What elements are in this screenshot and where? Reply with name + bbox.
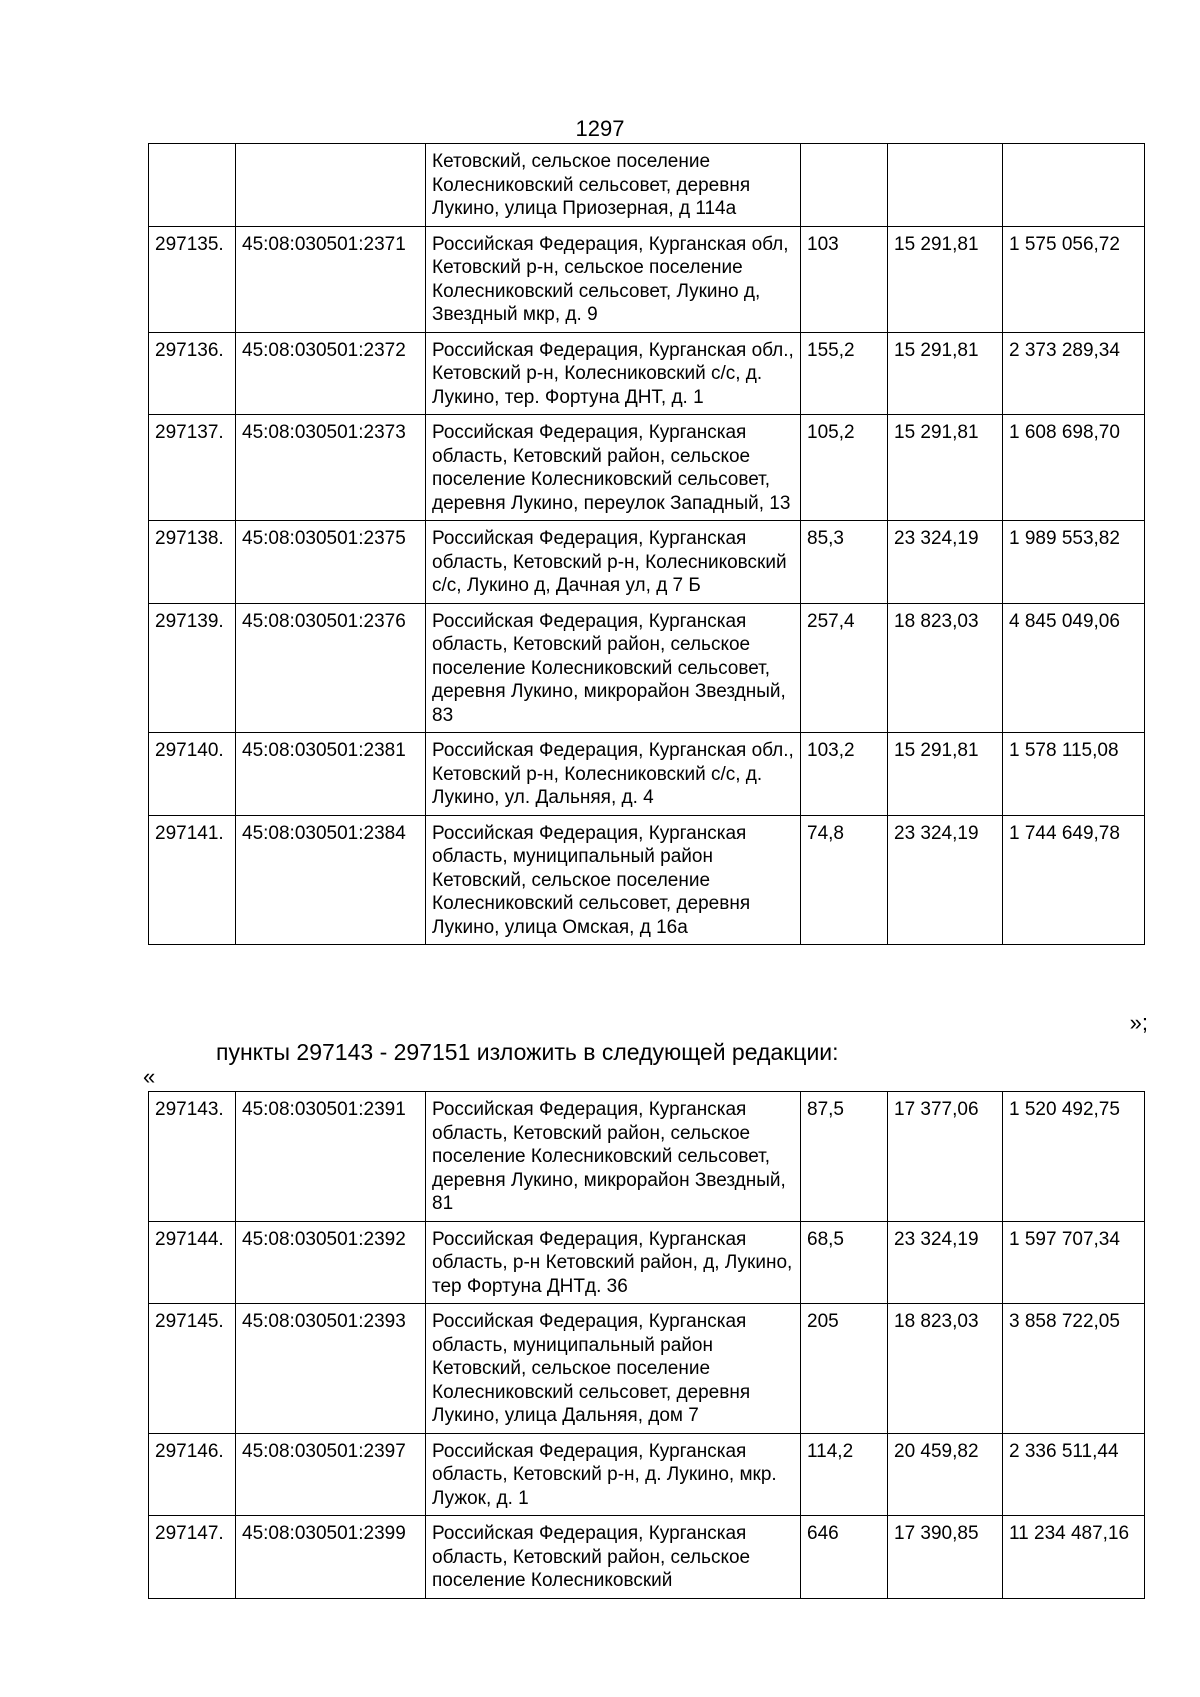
area-cell: 646 — [801, 1516, 888, 1599]
cadastral-value-cell: 1 608 698,70 — [1003, 415, 1145, 521]
area-cell: 103 — [801, 226, 888, 332]
address-cell: Российская Федерация, Курганская обл, Кетовский р-н, сельское поселение Колесниковский сельсовет, Лукино д, Звездный мкр, д. 9 — [426, 226, 801, 332]
cadastral-rate-cell: 17 377,06 — [888, 1092, 1003, 1222]
table-row — [149, 1433, 1145, 1516]
cadastral-rate-cell — [888, 144, 1003, 227]
cadastral-number-cell: 45:08:030501:2397 — [236, 1433, 426, 1516]
address-cell: Российская Федерация, Курганская область, муниципальный район Кетовский, сельское поселение Колесниковский сельсовет, деревня Лукино, улица Омская, д 16а — [426, 815, 801, 945]
area-cell: 155,2 — [801, 332, 888, 415]
cadastral-value-cell: 1 520 492,75 — [1003, 1092, 1145, 1222]
address-cell: Российская Федерация, Курганская область, Кетовский район, сельское поселение Колесниковский — [426, 1516, 801, 1599]
area-cell: 105,2 — [801, 415, 888, 521]
address-cell: Российская Федерация, Курганская область, Кетовский район, сельское поселение Колесниковский сельсовет, деревня Лукино, переулок Западный, 13 — [426, 415, 801, 521]
cadastral-value-cell: 1 578 115,08 — [1003, 733, 1145, 816]
address-cell: Кетовский, сельское поселение Колесниковский сельсовет, деревня Лукино, улица Приозерная, д 114а — [426, 144, 801, 227]
table-row — [149, 1092, 1145, 1222]
table-row — [149, 1221, 1145, 1304]
cadastral-rate-cell: 18 823,03 — [888, 603, 1003, 733]
cadastral-value-cell: 1 989 553,82 — [1003, 521, 1145, 604]
table-row — [149, 603, 1145, 733]
area-cell: 205 — [801, 1304, 888, 1434]
address-cell: Российская Федерация, Курганская обл., Кетовский р-н, Колесниковский с/с, д. Лукино, тер. Фортуна ДНТ, д. 1 — [426, 332, 801, 415]
table-row — [149, 733, 1145, 816]
cadastral-number-cell: 45:08:030501:2399 — [236, 1516, 426, 1599]
cadastral-number-cell — [236, 144, 426, 227]
cadastral-number-cell: 45:08:030501:2371 — [236, 226, 426, 332]
table-row — [149, 226, 1145, 332]
area-cell: 74,8 — [801, 815, 888, 945]
area-cell: 87,5 — [801, 1092, 888, 1222]
cadastral-value-cell: 11 234 487,16 — [1003, 1516, 1145, 1599]
property-table-amended — [148, 1091, 1145, 1599]
page-number: 1297 — [575, 116, 625, 141]
row-number-cell: 297141. — [149, 815, 236, 945]
row-number-cell: 297145. — [149, 1304, 236, 1434]
cadastral-value-cell — [1003, 144, 1145, 227]
cadastral-rate-cell: 15 291,81 — [888, 226, 1003, 332]
amendment-instruction: пункты 297143 - 297151 изложить в следующей редакции: — [216, 1039, 839, 1065]
row-number-cell — [149, 144, 236, 227]
area-cell: 103,2 — [801, 733, 888, 816]
table-row — [149, 144, 1145, 227]
cadastral-number-cell: 45:08:030501:2373 — [236, 415, 426, 521]
cadastral-value-cell: 1 597 707,34 — [1003, 1221, 1145, 1304]
address-cell: Российская Федерация, Курганская область, муниципальный район Кетовский, сельское поселение Колесниковский сельсовет, деревня Лукино, улица Дальняя, дом 7 — [426, 1304, 801, 1434]
row-number-cell: 297144. — [149, 1221, 236, 1304]
table-row — [149, 1516, 1145, 1599]
row-number-cell: 297146. — [149, 1433, 236, 1516]
row-number-cell: 297140. — [149, 733, 236, 816]
cadastral-value-cell: 3 858 722,05 — [1003, 1304, 1145, 1434]
cadastral-rate-cell: 18 823,03 — [888, 1304, 1003, 1434]
table-row — [149, 815, 1145, 945]
address-cell: Российская Федерация, Курганская область, р-н Кетовский район, д, Лукино, тер Фортуна ДНТд. 36 — [426, 1221, 801, 1304]
cadastral-number-cell: 45:08:030501:2375 — [236, 521, 426, 604]
cadastral-value-cell: 1 744 649,78 — [1003, 815, 1145, 945]
cadastral-value-cell: 2 336 511,44 — [1003, 1433, 1145, 1516]
cadastral-value-cell: 1 575 056,72 — [1003, 226, 1145, 332]
address-cell: Российская Федерация, Курганская область, Кетовский р-н, Колесниковский с/с, Лукино д, Дачная ул, д 7 Б — [426, 521, 801, 604]
cadastral-rate-cell: 23 324,19 — [888, 1221, 1003, 1304]
address-cell: Российская Федерация, Курганская область, Кетовский р-н, д. Лукино, мкр. Лужок, д. 1 — [426, 1433, 801, 1516]
cadastral-rate-cell: 23 324,19 — [888, 815, 1003, 945]
cadastral-number-cell: 45:08:030501:2381 — [236, 733, 426, 816]
row-number-cell: 297143. — [149, 1092, 236, 1222]
cadastral-number-cell: 45:08:030501:2392 — [236, 1221, 426, 1304]
area-cell — [801, 144, 888, 227]
cadastral-number-cell: 45:08:030501:2391 — [236, 1092, 426, 1222]
table-row — [149, 332, 1145, 415]
cadastral-number-cell: 45:08:030501:2393 — [236, 1304, 426, 1434]
cadastral-rate-cell: 15 291,81 — [888, 733, 1003, 816]
row-number-cell: 297136. — [149, 332, 236, 415]
cadastral-rate-cell: 15 291,81 — [888, 415, 1003, 521]
row-number-cell: 297137. — [149, 415, 236, 521]
row-number-cell: 297135. — [149, 226, 236, 332]
area-cell: 85,3 — [801, 521, 888, 604]
cadastral-number-cell: 45:08:030501:2372 — [236, 332, 426, 415]
closing-quote-marker: »; — [1129, 1010, 1148, 1035]
address-cell: Российская Федерация, Курганская область, Кетовский район, сельское поселение Колесниковский сельсовет, деревня Лукино, микрорайон Звездный, 81 — [426, 1092, 801, 1222]
area-cell: 257,4 — [801, 603, 888, 733]
area-cell: 114,2 — [801, 1433, 888, 1516]
cadastral-value-cell: 2 373 289,34 — [1003, 332, 1145, 415]
address-cell: Российская Федерация, Курганская обл., Кетовский р-н, Колесниковский с/с, д. Лукино, ул. Дальняя, д. 4 — [426, 733, 801, 816]
cadastral-number-cell: 45:08:030501:2384 — [236, 815, 426, 945]
cadastral-value-cell: 4 845 049,06 — [1003, 603, 1145, 733]
row-number-cell: 297147. — [149, 1516, 236, 1599]
address-cell: Российская Федерация, Курганская область, Кетовский район, сельское поселение Колесниковский сельсовет, деревня Лукино, микрорайон Звездный, 83 — [426, 603, 801, 733]
cadastral-rate-cell: 20 459,82 — [888, 1433, 1003, 1516]
cadastral-rate-cell: 23 324,19 — [888, 521, 1003, 604]
area-cell: 68,5 — [801, 1221, 888, 1304]
cadastral-rate-cell: 15 291,81 — [888, 332, 1003, 415]
cadastral-rate-cell: 17 390,85 — [888, 1516, 1003, 1599]
row-number-cell: 297138. — [149, 521, 236, 604]
cadastral-number-cell: 45:08:030501:2376 — [236, 603, 426, 733]
table-row — [149, 415, 1145, 521]
opening-quote-marker: « — [143, 1064, 156, 1089]
row-number-cell: 297139. — [149, 603, 236, 733]
property-table-continued — [148, 143, 1145, 945]
table-row — [149, 521, 1145, 604]
table-row — [149, 1304, 1145, 1434]
